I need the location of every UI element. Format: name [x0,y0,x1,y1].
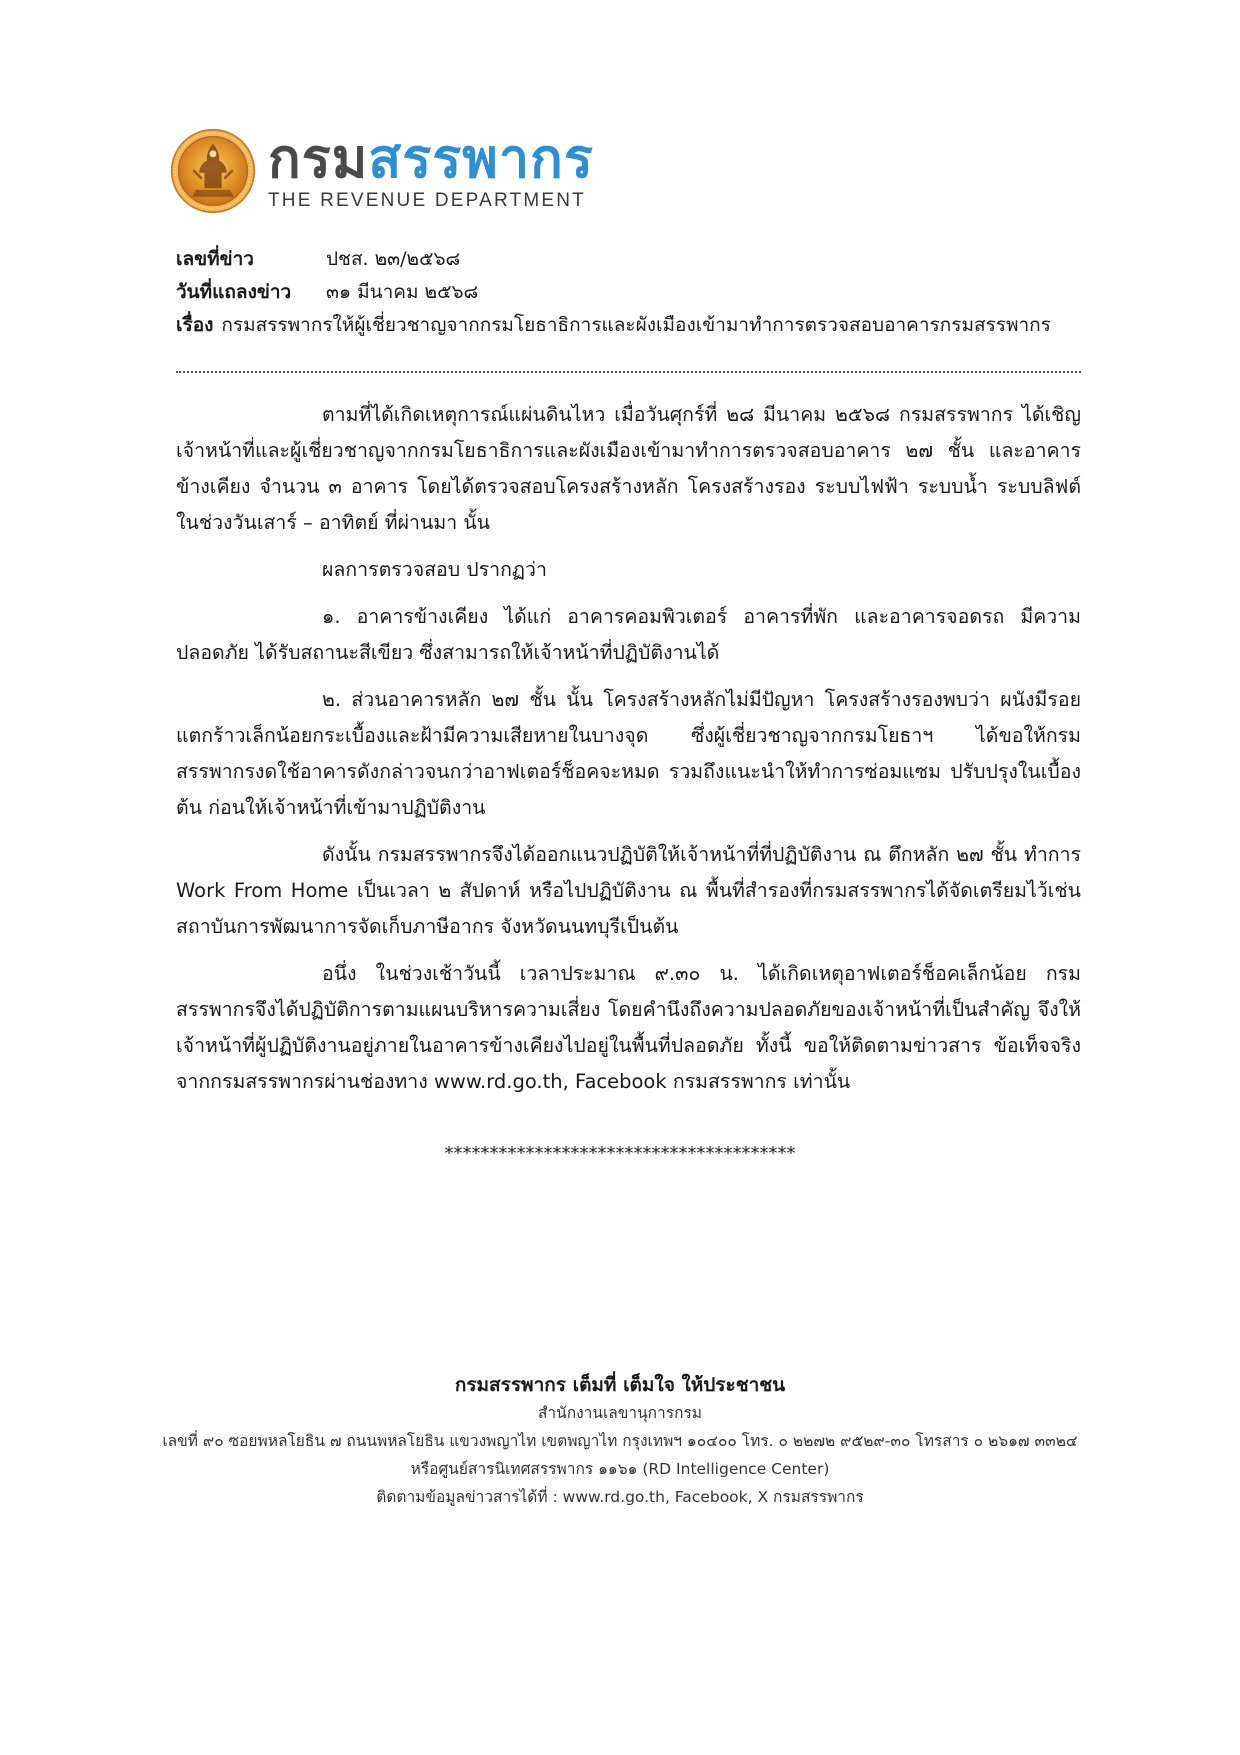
news-date-value: ๓๑ มีนาคม ๒๕๖๘ [326,281,479,303]
logo-wordmark [268,127,594,190]
body-paragraph-1 [176,397,1081,541]
news-subject-row [176,309,1076,342]
end-asterisks: *************************************** [444,1143,796,1164]
footer-address: เลขที่ ๙๐ ซอยพหลโยธิน ๗ ถนนพหลโยธิน แขวงพญาไท เขตพญาไท กรุงเทพฯ ๑๐๔๐๐ โทร. ๐ ๒๒๗๒ ๙๕๒๙-๓๐ โทรสาร ๐ ๒๖๑๗ ๓๓๒๔ [162,1432,1078,1450]
letterhead [170,126,594,216]
news-subject-label: เรื่อง [176,314,214,336]
news-number-value: ปชส. ๒๓/๒๕๖๘ [326,248,461,270]
footer-follow: ติดตามข้อมูลข่าวสารได้ที่ : www.rd.go.th, Facebook, X กรมสรรพากร [376,1488,864,1506]
news-body [176,397,1081,1111]
body-paragraph-5 [176,837,1081,945]
news-date-row [176,276,1076,309]
logo-english-name: THE REVENUE DEPARTMENT [268,190,586,211]
body-paragraph-6 [176,956,1081,1100]
body-paragraph-3 [176,599,1081,671]
footer-center: หรือศูนย์สารนิเทศสรรพากร ๑๑๖๑ (RD Intelligence Center) [410,1460,830,1478]
news-subject-value: กรมสรรพากรให้ผู้เชี่ยวชาญจากกรมโยธาธิการและผังเมืองเข้ามาทำการตรวจสอบอาคารกรมสรรพากร [221,314,1051,336]
news-date-label: วันที่แถลงข่าว [176,281,292,303]
footer [0,1371,1240,1511]
body-paragraph-3-text: ๑. อาคารข้างเคียง ได้แก่ อาคารคอมพิวเตอร์ อาคารที่พัก และอาคารจอดรถ มีความปลอดภัย ได้รับสถานะสีเขียว ซึ่งสามารถให้เจ้าหน้าที่ปฏิบัติงานได้ [176,605,1081,664]
body-paragraph-6-text: อนึ่ง ในช่วงเช้าวันนี้ เวลาประมาณ ๙.๓๐ น. ได้เกิดเหตุอาฟเตอร์ช็อคเล็กน้อย กรมสรรพากรจึงได้ปฏิบัติการตามแผนบริหารความเสี่ยง โดยคำนึงถึงความปลอดภัยของเจ้าหน้าที่เป็นสำคัญ จึงให้เจ้าหน้าที่ผู้ปฏิบัติงานอยู่ภายในอาคารข้างเคียงไปอยู่ในพื้นที่ปลอดภัย ทั้งนี้ ขอให้ติดตามข่าวสาร ข้อเท็จจริงจากกรมสรรพากรผ่านช่องทาง www.rd.go.th, Facebook กรมสรรพากร เท่านั้น [176,962,1081,1093]
news-number-label: เลขที่ข่าว [176,248,254,270]
body-paragraph-2 [176,552,1081,588]
footer-slogan: กรมสรรพากร เต็มที่ เต็มใจ ให้ประชาชน [454,1374,786,1396]
brand-block [268,127,594,212]
body-paragraph-4 [176,682,1081,826]
revenue-department-seal-icon [170,128,256,214]
body-paragraph-1-text: ตามที่ได้เกิดเหตุการณ์แผ่นดินไหว เมื่อวันศุกร์ที่ ๒๘ มีนาคม ๒๕๖๘ กรมสรรพากร ได้เชิญเจ้าหน้าที่และผู้เชี่ยวชาญจากกรมโยธาธิการและผังเมืองเข้ามาทำการตรวจสอบอาคาร ๒๗ ชั้น และอาคารข้างเคียง จำนวน ๓ อาคาร โดยได้ตรวจสอบโครงสร้างหลัก โครงสร้างรอง ระบบไฟฟ้า ระบบน้ำ ระบบลิฟต์ ในช่วงวันเสาร์ – อาทิตย์ ที่ผ่านมา นั้น [176,403,1081,534]
logo-text-part1: กรม [268,127,369,190]
body-paragraph-2-text: ผลการตรวจสอบ ปรากฏว่า [322,558,547,581]
logo-text-part2: สรรพากร [368,127,594,190]
body-paragraph-4-text: ๒. ส่วนอาคารหลัก ๒๗ ชั้น นั้น โครงสร้างหลักไม่มีปัญหา โครงสร้างรองพบว่า ผนังมีรอยแตกร้าวเล็กน้อยกระเบื้องและฝ้ามีความเสียหายในบางจุด ซึ่งผู้เชี่ยวชาญจากกรมโยธาฯ ได้ขอให้กรมสรรพากรงดใช้อาคารดังกล่าวจนกว่าอาฟเตอร์ช็อคจะหมด รวมถึงแนะนำให้ทำการซ่อมแซม ปรับปรุงในเบื้องต้น ก่อนให้เจ้าหน้าที่เข้ามาปฏิบัติงาน [176,688,1081,819]
news-number-row [176,243,1076,276]
body-paragraph-5-text: ดังนั้น กรมสรรพากรจึงได้ออกแนวปฏิบัติให้เจ้าหน้าที่ที่ปฏิบัติงาน ณ ตึกหลัก ๒๗ ชั้น ทำการ Work From Home เป็นเวลา ๒ สัปดาห์ หรือไปปฏิบัติงาน ณ พื้นที่สำรองที่กรมสรรพากรได้จัดเตรียมไว้เช่น สถาบันการพัฒนาการจัดเก็บภาษีอากร จังหวัดนนทบุรีเป็นต้น [176,843,1081,938]
footer-office: สำนักงานเลขานุการกรม [537,1404,703,1422]
dotted-divider [176,371,1081,373]
news-meta [176,243,1076,342]
